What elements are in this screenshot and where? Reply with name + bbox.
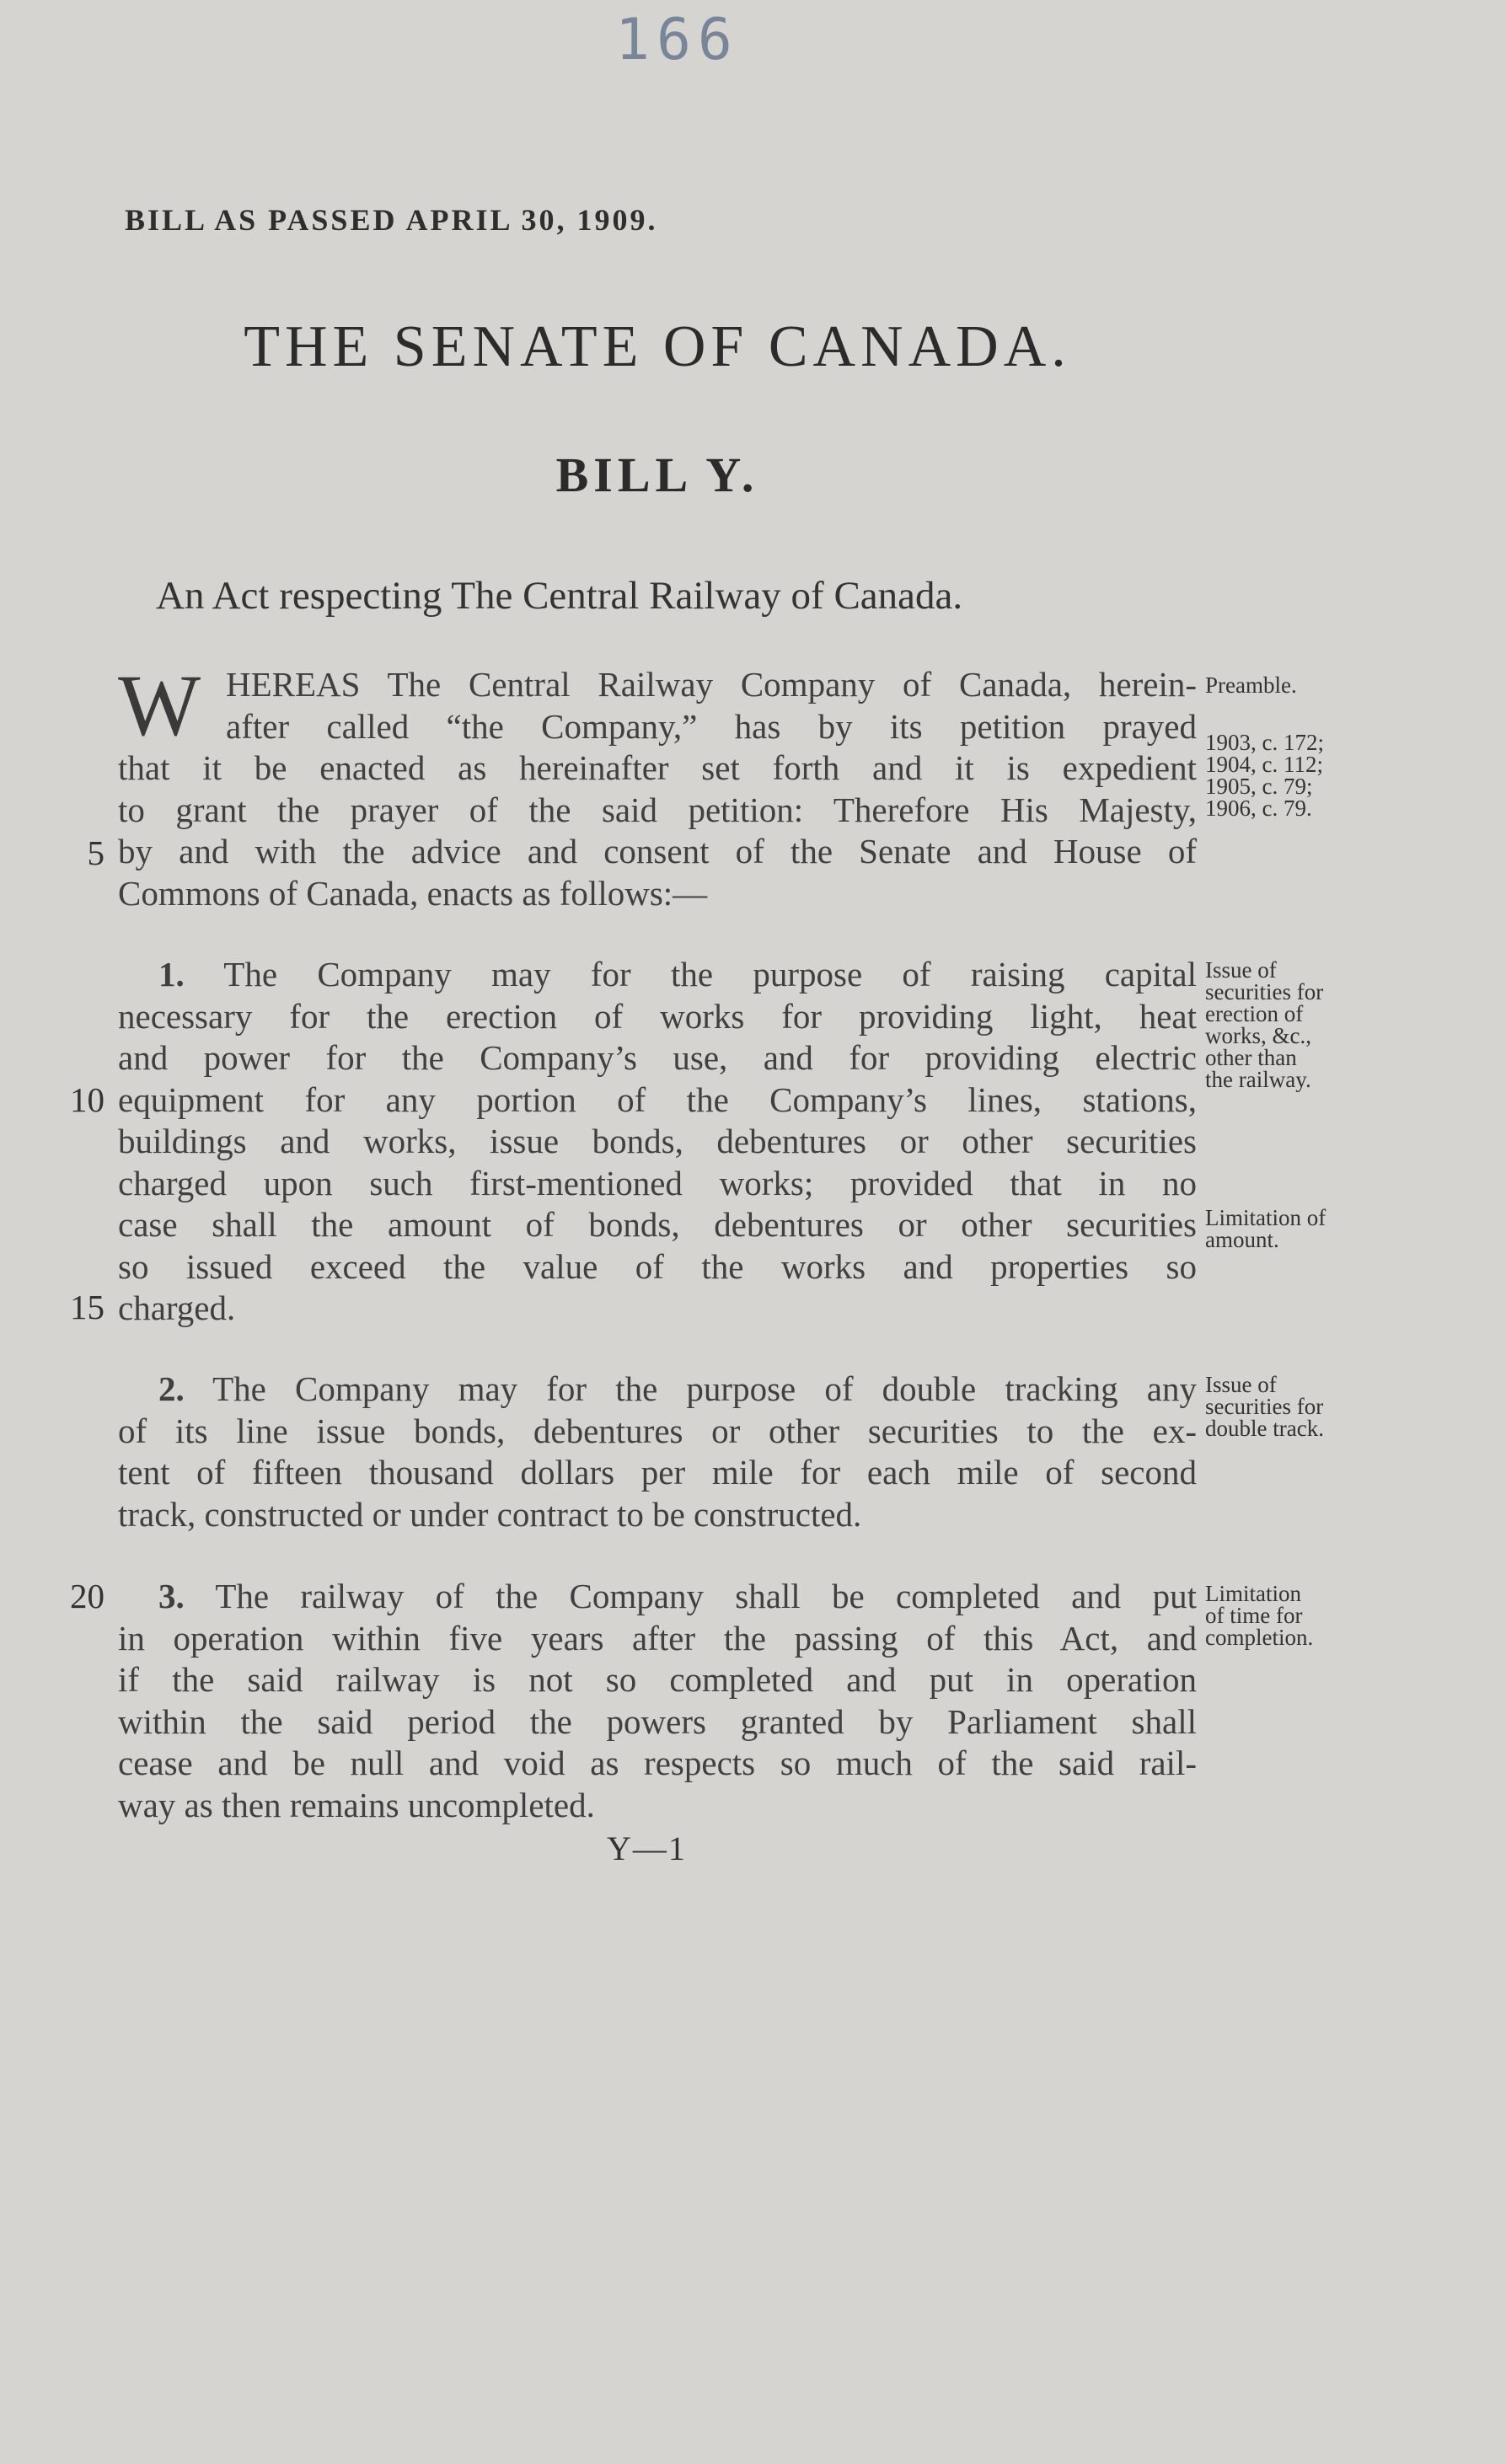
section-line: cease and be null and void as respects so much of the said rail- [118, 1744, 1197, 1782]
line-number: 5 [87, 833, 105, 872]
senate-title: THE SENATE OF CANADA. [244, 314, 1071, 379]
section-line: and power for the Company’s use, and for providing electric [118, 1038, 1197, 1077]
section-number: 3. [158, 1577, 185, 1615]
section-line: track, constructed or under contract to be constructed. [118, 1494, 862, 1534]
section-line: case shall the amount of bonds, debentures or other securities [118, 1205, 1197, 1244]
section-number: 2. [158, 1369, 185, 1408]
section-line: way as then remains uncompleted. [118, 1785, 595, 1824]
page-stamp: 166 [615, 7, 739, 73]
section-line: charged. [118, 1288, 236, 1327]
margin-note-preamble: Preamble. [1205, 672, 1297, 698]
preamble-dropcap: W [118, 657, 201, 754]
section-line: buildings and works, issue bonds, debentures or other securities [118, 1122, 1197, 1160]
section-line: 2. The Company may for the purpose of double tracking any [158, 1369, 1197, 1408]
margin-note-issue-double-track: Issue of securities for double track. [1205, 1372, 1324, 1441]
section-2 [118, 1369, 1197, 1535]
section-number: 1. [158, 955, 185, 994]
preamble-line: after called “the Company,” has by its petition prayed [226, 706, 1197, 746]
margin-note-issue-securities: Issue of securities for erection of works, &c., other than the railway. [1205, 957, 1324, 1092]
preamble-paragraph [118, 657, 1197, 914]
section-line: of its line issue bonds, debentures or other securities to the ex- [118, 1411, 1197, 1450]
bill-title: BILL Y. [555, 447, 759, 502]
page-footer: Y—1 [607, 1829, 687, 1867]
preamble-line: by and with the advice and consent of the Senate and House of [118, 832, 1197, 870]
preamble-line: HEREAS The Central Railway Company of Canada, herein- [226, 665, 1197, 704]
section-line: within the said period the powers granted by Parliament shall [118, 1701, 1197, 1741]
section-line: in operation within five years after the passing of this Act, and [118, 1618, 1197, 1658]
section-1 [118, 954, 1197, 1330]
margin-note-citations: 1903, c. 172; 1904, c. 112; 1905, c. 79; 1906, c. 79. [1205, 730, 1324, 821]
section-line: if the said railway is not so completed and put in operation [118, 1660, 1197, 1699]
preamble-line: to grant the prayer of the said petition: Therefore His Majesty, [118, 790, 1197, 829]
section-line: so issued exceed the value of the works and properties so [118, 1246, 1197, 1286]
line-number: 15 [70, 1288, 105, 1326]
section-line: necessary for the erection of works for providing light, heat [118, 996, 1197, 1036]
section-3 [118, 1576, 1197, 1826]
preamble-line: Commons of Canada, enacts as follows:— [118, 873, 708, 913]
section-line: 3. The railway of the Company shall be completed and put [158, 1577, 1197, 1615]
margin-note-limitation-amount: Limitation of amount. [1205, 1205, 1326, 1252]
section-line: charged upon such first-mentioned works; provided that in no [118, 1163, 1197, 1203]
line-number: 10 [70, 1080, 105, 1119]
preamble-line: that it be enacted as hereinafter set forth and it is expedient [118, 748, 1197, 787]
margin-note-limitation-time: Limitation of time for completion. [1205, 1581, 1314, 1650]
section-line: tent of fifteen thousand dollars per mile for each mile of second [118, 1453, 1197, 1492]
section-line: 1. The Company may for the purpose of raising capital [158, 955, 1197, 994]
bill-passed-date: BILL AS PASSED APRIL 30, 1909. [125, 203, 658, 237]
act-title: An Act respecting The Central Railway of Canada. [156, 574, 963, 618]
line-number: 20 [70, 1577, 105, 1615]
section-line: equipment for any portion of the Company’s lines, stations, [118, 1079, 1197, 1119]
